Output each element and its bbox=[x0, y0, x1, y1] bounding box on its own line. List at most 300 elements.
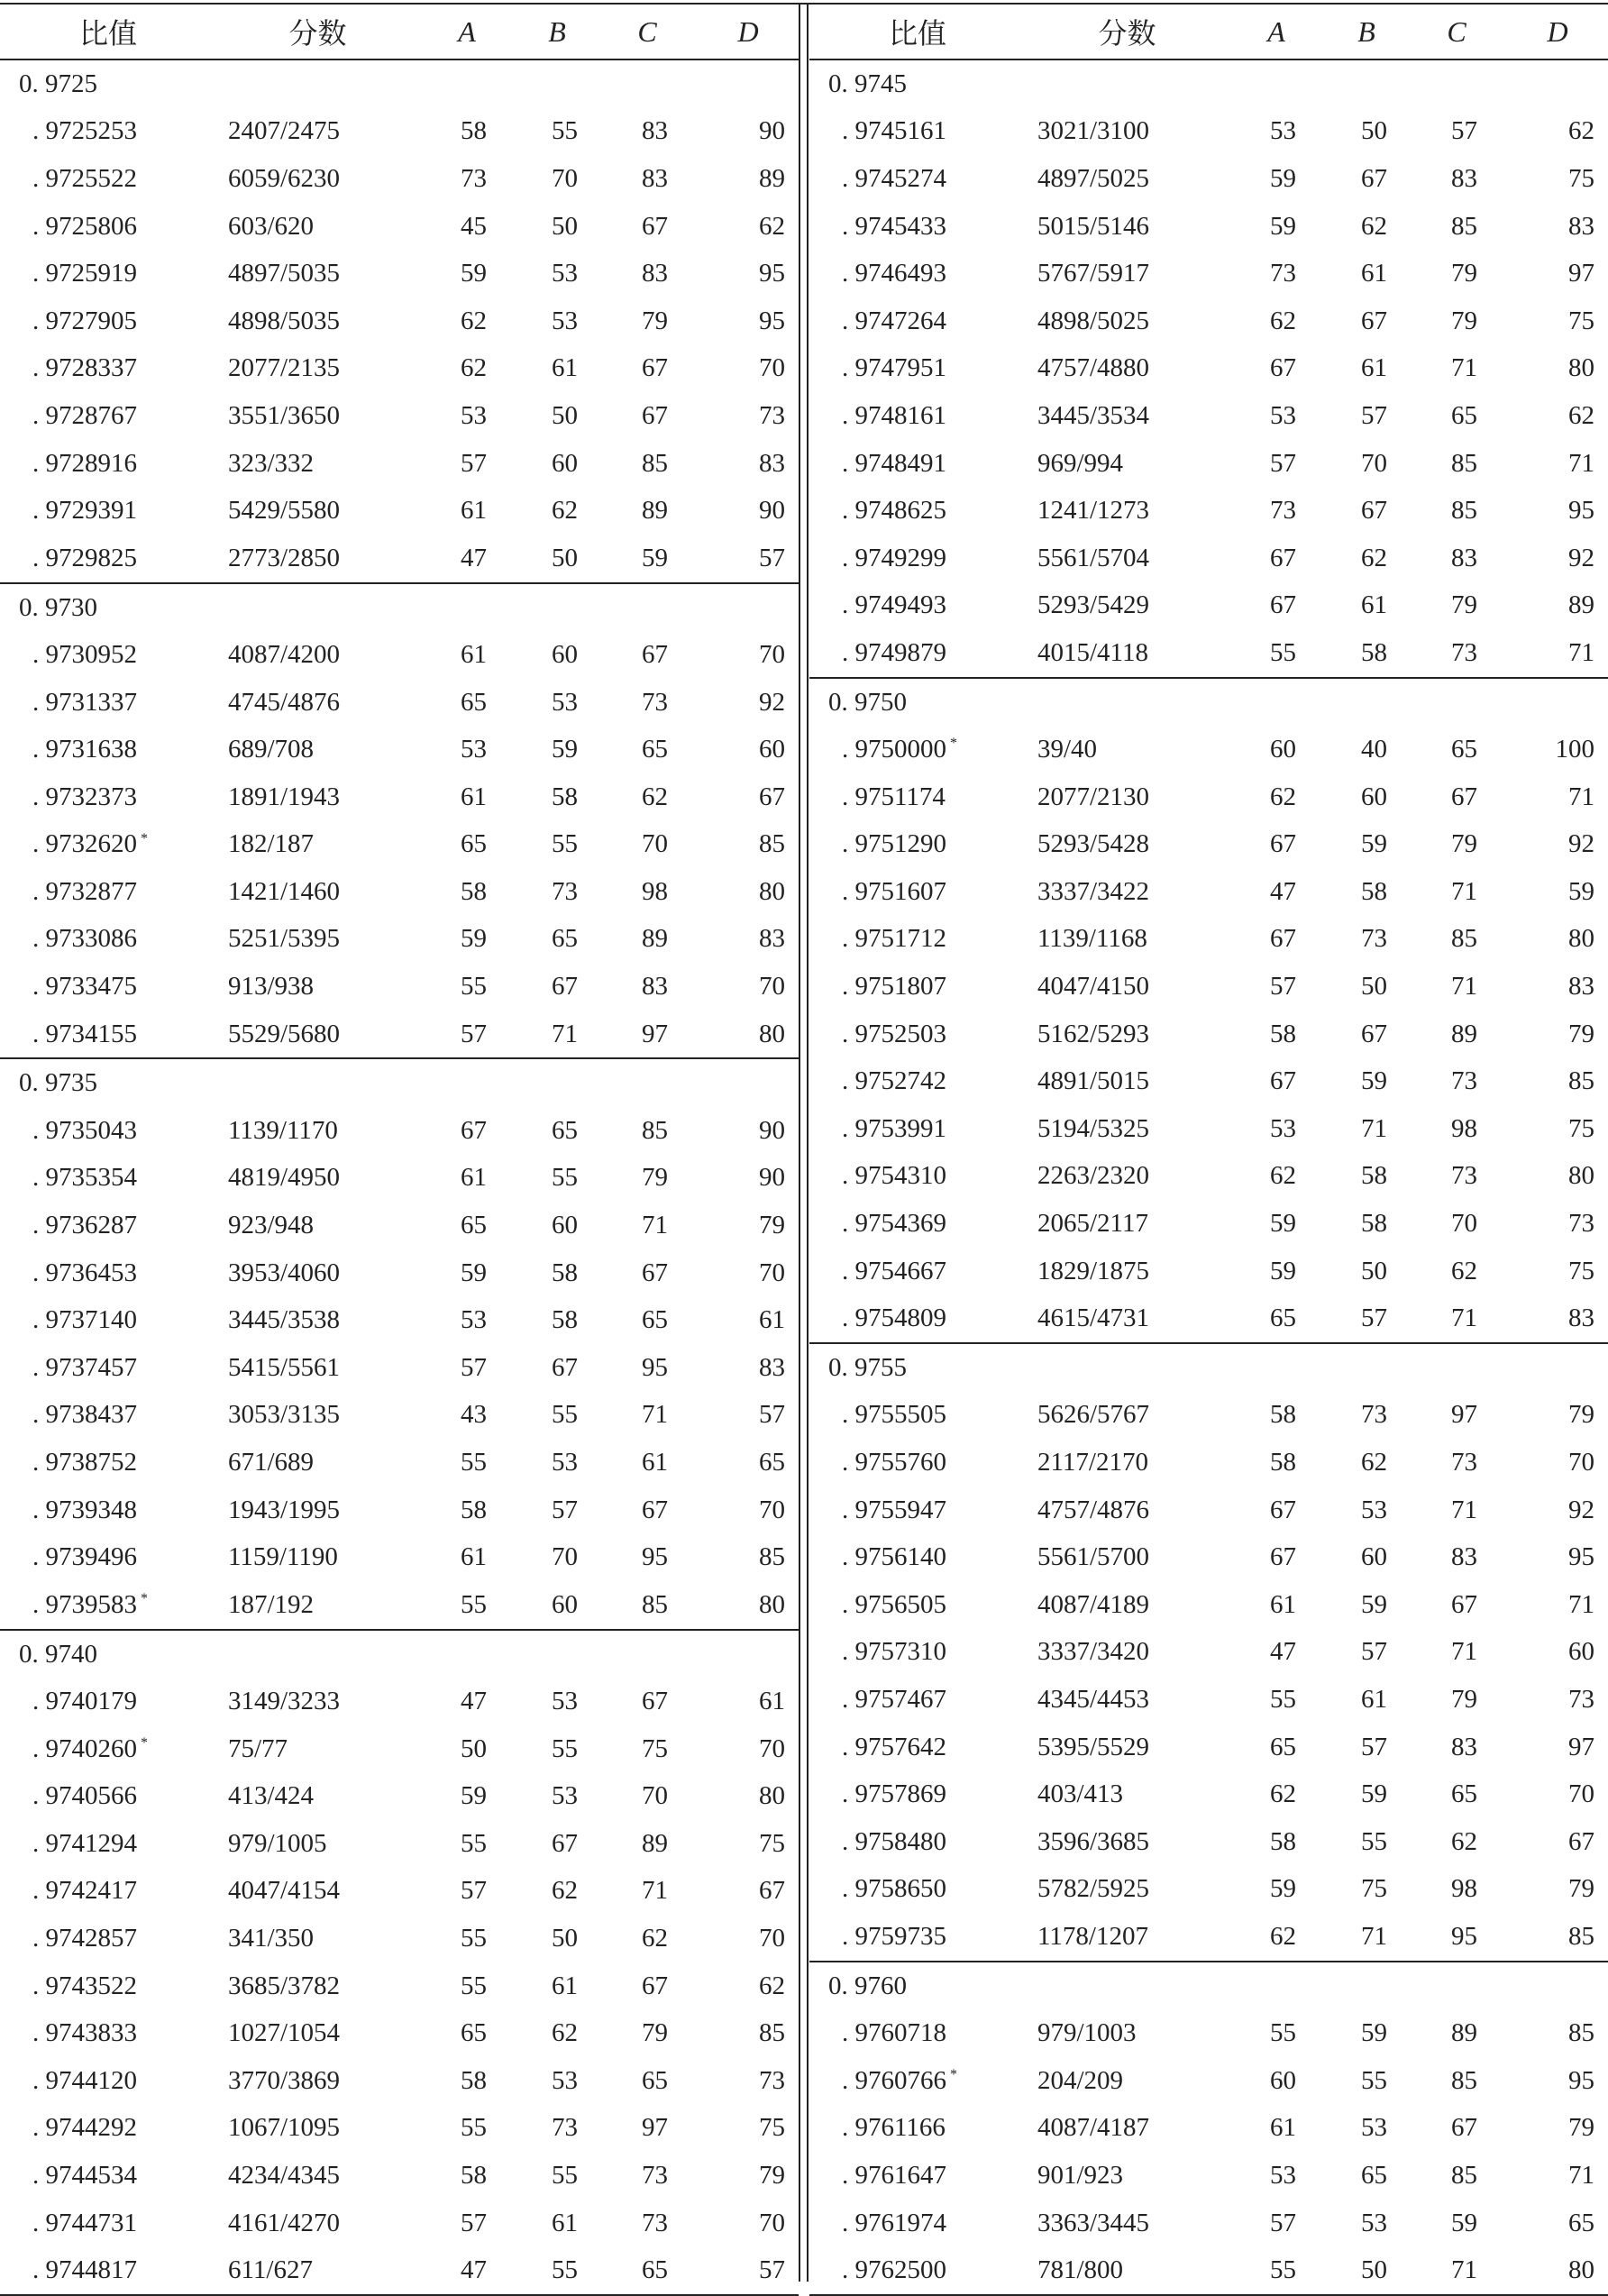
fraction-cell: 4745/4876 bbox=[228, 687, 341, 717]
table-row bbox=[0, 1962, 799, 2010]
c-cell: 85 bbox=[1451, 448, 1477, 478]
a-cell: 62 bbox=[461, 353, 487, 383]
fraction-cell: 5162/5293 bbox=[1037, 1019, 1150, 1048]
ratio-value: . 9760766 bbox=[842, 2065, 946, 2095]
b-cell: 62 bbox=[552, 1876, 578, 1906]
c-cell: 70 bbox=[642, 1781, 668, 1811]
b-cell: 50 bbox=[1361, 2255, 1387, 2285]
table-row bbox=[809, 2057, 1608, 2105]
c-cell: 67 bbox=[642, 1686, 668, 1715]
ratio-cell bbox=[0, 688, 216, 718]
table-row bbox=[809, 1913, 1608, 1961]
ratio-cell bbox=[809, 2161, 1026, 2191]
table-row bbox=[809, 2200, 1608, 2247]
a-cell: 53 bbox=[461, 1305, 487, 1335]
a-cell: 55 bbox=[461, 1971, 487, 2000]
d-cell: 80 bbox=[759, 876, 785, 906]
ratio-value: . 9735043 bbox=[32, 1115, 137, 1145]
ratio-value: . 9755505 bbox=[842, 1400, 946, 1430]
ratio-value: . 9742857 bbox=[32, 1923, 137, 1953]
a-cell: 53 bbox=[1270, 2160, 1296, 2190]
table-row bbox=[0, 108, 799, 156]
fraction-cell: 4345/4453 bbox=[1037, 1684, 1150, 1714]
fraction-header: 分数 bbox=[1098, 17, 1156, 50]
a-cell: 65 bbox=[461, 687, 487, 717]
ratio-value: . 9751174 bbox=[842, 782, 946, 811]
fraction-cell: 979/1005 bbox=[228, 1828, 327, 1858]
table-row bbox=[0, 1107, 799, 1155]
ratio-cell bbox=[809, 1637, 1026, 1667]
d-cell: 71 bbox=[1568, 637, 1594, 667]
table-row bbox=[0, 1678, 799, 1725]
fraction-cell: 1241/1273 bbox=[1037, 496, 1150, 526]
d-cell: 80 bbox=[1568, 924, 1594, 954]
a-cell: 73 bbox=[1270, 259, 1296, 288]
d-cell: 83 bbox=[1568, 1304, 1594, 1333]
ratio-value: . 9751607 bbox=[842, 876, 946, 906]
c-cell: 97 bbox=[642, 1019, 668, 1048]
table-row bbox=[809, 1818, 1608, 1866]
c-cell: 89 bbox=[642, 496, 668, 526]
b-cell: 50 bbox=[552, 400, 578, 430]
table-row bbox=[0, 1249, 799, 1297]
table-row bbox=[809, 535, 1608, 582]
b-cell: 61 bbox=[552, 2208, 578, 2237]
b-cell: 73 bbox=[1361, 924, 1387, 954]
fraction-cell: 3363/3445 bbox=[1037, 2208, 1150, 2237]
ratio-value: . 9753991 bbox=[842, 1113, 946, 1143]
a-cell: 61 bbox=[1270, 2113, 1296, 2143]
fraction-cell: 979/1003 bbox=[1037, 2018, 1137, 2048]
a-cell: 58 bbox=[461, 2065, 487, 2095]
a-cell: 67 bbox=[1270, 590, 1296, 620]
table-row bbox=[809, 1248, 1608, 1295]
a-cell: 58 bbox=[1270, 1826, 1296, 1856]
a-cell: 55 bbox=[1270, 1684, 1296, 1714]
ratio-cell bbox=[809, 782, 1026, 812]
table-row bbox=[0, 1392, 799, 1440]
a-cell: 53 bbox=[1270, 116, 1296, 146]
c-cell: 59 bbox=[642, 543, 668, 572]
a-cell: 62 bbox=[1270, 306, 1296, 335]
group-label: 0. 9725 bbox=[19, 69, 97, 98]
a-cell: 67 bbox=[1270, 924, 1296, 954]
ratio-cell bbox=[809, 259, 1026, 288]
ratio-value: . 9754667 bbox=[842, 1256, 946, 1285]
b-cell: 53 bbox=[1361, 2208, 1387, 2237]
c-cell: 65 bbox=[642, 2065, 668, 2095]
c-cell: 67 bbox=[642, 211, 668, 241]
c-cell: 85 bbox=[1451, 924, 1477, 954]
a-cell: 59 bbox=[461, 1258, 487, 1287]
ratio-cell bbox=[0, 1305, 216, 1335]
a-cell: 58 bbox=[461, 876, 487, 906]
d-cell: 60 bbox=[759, 735, 785, 764]
c-cell: 83 bbox=[642, 116, 668, 146]
b-cell: 53 bbox=[552, 1686, 578, 1715]
ratio-value: . 9739348 bbox=[32, 1495, 137, 1524]
fraction-cell: 2773/2850 bbox=[228, 543, 341, 572]
d-cell: 80 bbox=[1568, 2255, 1594, 2285]
c-cell: 75 bbox=[642, 1733, 668, 1763]
d-cell: 75 bbox=[1568, 1113, 1594, 1143]
d-cell: 89 bbox=[759, 163, 785, 193]
ratio-cell bbox=[0, 2209, 216, 2238]
fraction-cell: 901/923 bbox=[1037, 2160, 1124, 2190]
a-cell: 57 bbox=[461, 1352, 487, 1382]
fraction-cell: 2065/2117 bbox=[1037, 1209, 1148, 1239]
b-cell: 58 bbox=[1361, 637, 1387, 667]
b-cell: 60 bbox=[552, 639, 578, 669]
table-row bbox=[809, 963, 1608, 1011]
table-row bbox=[809, 392, 1608, 440]
table-row bbox=[809, 1486, 1608, 1534]
c-cell: 71 bbox=[1451, 353, 1477, 383]
fraction-cell: 3596/3685 bbox=[1037, 1826, 1150, 1856]
ratio-cell bbox=[0, 1258, 216, 1288]
table-row bbox=[809, 1200, 1608, 1248]
b-cell: 62 bbox=[552, 496, 578, 526]
table-row bbox=[0, 392, 799, 440]
d-cell: 85 bbox=[759, 1542, 785, 1572]
b-cell: 65 bbox=[552, 1115, 578, 1145]
a-cell: 53 bbox=[461, 400, 487, 430]
fraction-cell: 5529/5680 bbox=[228, 1019, 341, 1048]
c-cell: 62 bbox=[1451, 1826, 1477, 1856]
fraction-cell: 5293/5429 bbox=[1037, 590, 1150, 620]
b-cell: 60 bbox=[1361, 1542, 1387, 1572]
d-cell: 92 bbox=[1568, 1495, 1594, 1524]
d-cell: 70 bbox=[1568, 1779, 1594, 1809]
a-cell: 58 bbox=[1270, 1448, 1296, 1477]
table-row bbox=[809, 440, 1608, 488]
fraction-cell: 1159/1190 bbox=[228, 1542, 338, 1572]
c-cell: 67 bbox=[642, 1971, 668, 2000]
c-cell: 62 bbox=[1451, 1256, 1477, 1285]
ratio-cell bbox=[0, 1734, 216, 1764]
c-cell: 98 bbox=[642, 876, 668, 906]
a-cell: 47 bbox=[461, 2255, 487, 2285]
d-cell: 80 bbox=[759, 1589, 785, 1619]
fraction-cell: 3953/4060 bbox=[228, 1258, 341, 1287]
ratio-value: . 9751807 bbox=[842, 972, 946, 1002]
table-row bbox=[809, 821, 1608, 869]
d-cell: 83 bbox=[1568, 211, 1594, 241]
ratio-value: . 9757467 bbox=[842, 1684, 946, 1714]
ratio-value: . 9745274 bbox=[842, 163, 946, 193]
ratio-cell bbox=[0, 1353, 216, 1383]
fraction-cell: 4047/4154 bbox=[228, 1876, 341, 1906]
c-cell: 98 bbox=[1451, 1113, 1477, 1143]
d-cell: 71 bbox=[1568, 782, 1594, 811]
c-cell: 83 bbox=[642, 259, 668, 288]
fraction-cell: 2077/2135 bbox=[228, 353, 341, 383]
fraction-cell: 1943/1995 bbox=[228, 1495, 341, 1524]
ratio-cell bbox=[0, 1542, 216, 1572]
ratio-cell bbox=[809, 1114, 1026, 1144]
ratio-value: . 9727905 bbox=[32, 306, 137, 335]
d-cell: 60 bbox=[1568, 1637, 1594, 1667]
b-cell: 73 bbox=[1361, 1400, 1387, 1430]
b-cell: 58 bbox=[552, 1305, 578, 1335]
d-cell: 57 bbox=[759, 1400, 785, 1430]
a-cell: 58 bbox=[461, 116, 487, 146]
table-row bbox=[0, 345, 799, 393]
b-cell: 58 bbox=[1361, 876, 1387, 906]
table-row bbox=[0, 250, 799, 297]
ratio-cell bbox=[0, 735, 216, 764]
b-cell: 53 bbox=[552, 2065, 578, 2095]
table-row bbox=[0, 1581, 799, 1629]
a-cell: 62 bbox=[1270, 1161, 1296, 1191]
b-cell: 60 bbox=[1361, 782, 1387, 811]
a-cell: 53 bbox=[1270, 1113, 1296, 1143]
a-cell: 65 bbox=[461, 2018, 487, 2048]
table-row bbox=[809, 868, 1608, 916]
a-cell: 62 bbox=[1270, 1779, 1296, 1809]
left-column bbox=[0, 5, 799, 2296]
b-cell: 57 bbox=[1361, 1732, 1387, 1761]
table-row bbox=[0, 440, 799, 488]
table-row bbox=[809, 2105, 1608, 2153]
b-cell: 71 bbox=[552, 1019, 578, 1048]
table-row bbox=[0, 2200, 799, 2247]
ratio-value: . 9741294 bbox=[32, 1828, 137, 1858]
fraction-cell: 4047/4150 bbox=[1037, 972, 1150, 1002]
table-row bbox=[809, 1294, 1608, 1342]
a-cell: 60 bbox=[1270, 735, 1296, 764]
c-cell: 71 bbox=[1451, 1495, 1477, 1524]
fraction-cell: 3053/3135 bbox=[228, 1400, 341, 1430]
table-row bbox=[809, 155, 1608, 203]
fraction-cell: 4087/4189 bbox=[1037, 1589, 1150, 1619]
fraction-cell: 4819/4950 bbox=[228, 1163, 341, 1193]
c-cell: 73 bbox=[642, 2160, 668, 2190]
ratio-value: . 9761974 bbox=[842, 2208, 946, 2237]
c-cell: 83 bbox=[642, 972, 668, 1002]
fraction-cell: 5395/5529 bbox=[1037, 1732, 1150, 1761]
table-row bbox=[0, 1344, 799, 1392]
ratio-value: . 9757642 bbox=[842, 1732, 946, 1761]
fraction-cell: 5561/5700 bbox=[1037, 1542, 1150, 1572]
asterisk-mark: * bbox=[950, 2067, 957, 2083]
d-cell: 90 bbox=[759, 116, 785, 146]
ratio-cell bbox=[809, 1779, 1026, 1809]
a-cell: 65 bbox=[461, 829, 487, 859]
a-cell: 55 bbox=[1270, 2255, 1296, 2285]
ratio-value: . 9754809 bbox=[842, 1304, 946, 1333]
a-cell: 67 bbox=[1270, 1066, 1296, 1096]
c-cell: 71 bbox=[642, 1876, 668, 1906]
ratio-value: . 9752742 bbox=[842, 1066, 946, 1096]
a-cell: 62 bbox=[1270, 1921, 1296, 1951]
b-cell: 58 bbox=[1361, 1209, 1387, 1239]
ratio-value: . 9745161 bbox=[842, 116, 946, 146]
ratio-cell bbox=[0, 544, 216, 573]
fraction-cell: 5782/5925 bbox=[1037, 1874, 1150, 1904]
a-cell: 62 bbox=[1270, 782, 1296, 811]
a-cell: 58 bbox=[461, 1495, 487, 1524]
ratio-cell bbox=[0, 640, 216, 670]
d-cell: 95 bbox=[759, 306, 785, 335]
ratio-cell bbox=[809, 924, 1026, 954]
c-cell: 71 bbox=[1451, 876, 1477, 906]
d-cell: 85 bbox=[1568, 1066, 1594, 1096]
b-cell: 73 bbox=[552, 876, 578, 906]
ratio-cell bbox=[809, 1020, 1026, 1049]
ratio-cell bbox=[809, 1827, 1026, 1857]
b-cell: 55 bbox=[552, 1400, 578, 1430]
d-cell: 71 bbox=[1568, 2160, 1594, 2190]
c-header: C bbox=[637, 14, 657, 48]
column-divider bbox=[799, 3, 800, 2282]
d-header: D bbox=[737, 14, 759, 48]
ratio-value: . 9744534 bbox=[32, 2160, 137, 2190]
table-row bbox=[0, 1486, 799, 1534]
ratio-value: . 9751290 bbox=[842, 829, 946, 859]
fraction-cell: 341/350 bbox=[228, 1923, 315, 1953]
ratio-cell bbox=[0, 1971, 216, 2001]
table-row bbox=[0, 821, 799, 869]
asterisk-mark: * bbox=[141, 1734, 148, 1751]
ratio-value: . 9756140 bbox=[842, 1542, 946, 1572]
d-cell: 75 bbox=[759, 2113, 785, 2143]
d-cell: 79 bbox=[759, 1211, 785, 1240]
c-cell: 79 bbox=[1451, 259, 1477, 288]
a-cell: 55 bbox=[461, 1589, 487, 1619]
ratio-cell bbox=[0, 496, 216, 526]
ratio-cell bbox=[0, 1781, 216, 1811]
ratio-value: . 9730952 bbox=[32, 639, 137, 669]
table-row bbox=[809, 1533, 1608, 1581]
fraction-header: 分数 bbox=[288, 17, 347, 50]
b-cell: 62 bbox=[552, 2018, 578, 2048]
ratio-value: . 9738752 bbox=[32, 1448, 137, 1477]
fraction-cell: 4087/4200 bbox=[228, 639, 341, 669]
c-cell: 89 bbox=[642, 1828, 668, 1858]
c-cell: 67 bbox=[1451, 782, 1477, 811]
fraction-cell: 603/620 bbox=[228, 211, 315, 241]
d-cell: 57 bbox=[759, 2255, 785, 2285]
ratio-cell bbox=[809, 449, 1026, 479]
table-row bbox=[809, 487, 1608, 535]
b-cell: 67 bbox=[1361, 306, 1387, 335]
ratio-value: . 9746493 bbox=[842, 259, 946, 288]
ratio-cell bbox=[0, 1448, 216, 1477]
table-row bbox=[0, 631, 799, 679]
b-cell: 73 bbox=[552, 2113, 578, 2143]
d-cell: 67 bbox=[759, 782, 785, 811]
fraction-cell: 1421/1460 bbox=[228, 876, 341, 906]
b-cell: 61 bbox=[1361, 259, 1387, 288]
ratio-cell bbox=[0, 782, 216, 812]
ratio-cell bbox=[0, 1211, 216, 1240]
a-cell: 62 bbox=[461, 306, 487, 335]
ratio-cell bbox=[809, 638, 1026, 668]
d-cell: 62 bbox=[759, 1971, 785, 2000]
d-cell: 70 bbox=[759, 1923, 785, 1953]
a-cell: 55 bbox=[461, 972, 487, 1002]
group-label: 0. 9755 bbox=[828, 1353, 907, 1383]
d-cell: 75 bbox=[1568, 1256, 1594, 1285]
fraction-cell: 403/413 bbox=[1037, 1779, 1124, 1809]
ratio-value: . 9733475 bbox=[32, 972, 137, 1002]
d-cell: 85 bbox=[1568, 2018, 1594, 2048]
c-cell: 85 bbox=[1451, 2065, 1477, 2095]
ratio-cell bbox=[809, 1874, 1026, 1904]
c-cell: 73 bbox=[1451, 1066, 1477, 1096]
ratio-value: . 9762500 bbox=[842, 2255, 946, 2285]
a-cell: 59 bbox=[461, 1781, 487, 1811]
table-row bbox=[0, 487, 799, 535]
d-cell: 70 bbox=[759, 2208, 785, 2237]
d-cell: 83 bbox=[1568, 972, 1594, 1002]
ratio-value: . 9729391 bbox=[32, 496, 137, 526]
ratio-value: . 9736287 bbox=[32, 1211, 137, 1240]
a-cell: 58 bbox=[1270, 1400, 1296, 1430]
ratio-value: . 9747951 bbox=[842, 353, 946, 383]
b-cell: 61 bbox=[552, 1971, 578, 2000]
ratio-value: . 9758480 bbox=[842, 1826, 946, 1856]
ratio-cell bbox=[0, 1163, 216, 1193]
d-cell: 62 bbox=[1568, 116, 1594, 146]
fraction-cell: 781/800 bbox=[1037, 2255, 1124, 2285]
group-label: 0. 9735 bbox=[19, 1068, 97, 1098]
ratio-value: . 9729825 bbox=[32, 543, 137, 572]
b-cell: 61 bbox=[552, 353, 578, 383]
d-cell: 80 bbox=[1568, 353, 1594, 383]
ratio-value: . 9740260 bbox=[32, 1733, 137, 1763]
table-row bbox=[809, 916, 1608, 964]
c-cell: 79 bbox=[1451, 306, 1477, 335]
table-row bbox=[809, 1629, 1608, 1677]
b-cell: 57 bbox=[1361, 1637, 1387, 1667]
c-header: C bbox=[1447, 14, 1466, 48]
ratio-group bbox=[0, 1631, 799, 2296]
fraction-cell: 3770/3869 bbox=[228, 2065, 341, 2095]
d-cell: 75 bbox=[1568, 306, 1594, 335]
a-cell: 73 bbox=[1270, 496, 1296, 526]
a-cell: 65 bbox=[461, 1211, 487, 1240]
ratio-cell bbox=[0, 306, 216, 336]
c-cell: 67 bbox=[642, 639, 668, 669]
table-row bbox=[0, 203, 799, 251]
a-cell: 45 bbox=[461, 211, 487, 241]
ratio-value: . 9735354 bbox=[32, 1163, 137, 1193]
a-cell: 47 bbox=[1270, 876, 1296, 906]
c-cell: 97 bbox=[1451, 1400, 1477, 1430]
ratio-cell bbox=[0, 164, 216, 194]
ratio-cell bbox=[809, 829, 1026, 859]
a-cell: 61 bbox=[461, 1163, 487, 1193]
fraction-cell: 4897/5035 bbox=[228, 259, 341, 288]
table-row bbox=[0, 1202, 799, 1249]
ratio-cell bbox=[0, 1687, 216, 1716]
d-cell: 92 bbox=[1568, 829, 1594, 859]
b-cell: 55 bbox=[552, 1733, 578, 1763]
a-cell: 47 bbox=[461, 543, 487, 572]
c-cell: 67 bbox=[1451, 2113, 1477, 2143]
fraction-cell: 187/192 bbox=[228, 1589, 315, 1619]
d-cell: 62 bbox=[1568, 400, 1594, 430]
ratio-header: 比值 bbox=[78, 17, 137, 50]
a-cell: 61 bbox=[461, 1542, 487, 1572]
a-cell: 59 bbox=[1270, 1874, 1296, 1904]
ratio-value: . 9734155 bbox=[32, 1019, 137, 1048]
table-row bbox=[0, 2009, 799, 2057]
b-cell: 65 bbox=[552, 924, 578, 954]
fraction-cell: 5015/5146 bbox=[1037, 211, 1150, 241]
